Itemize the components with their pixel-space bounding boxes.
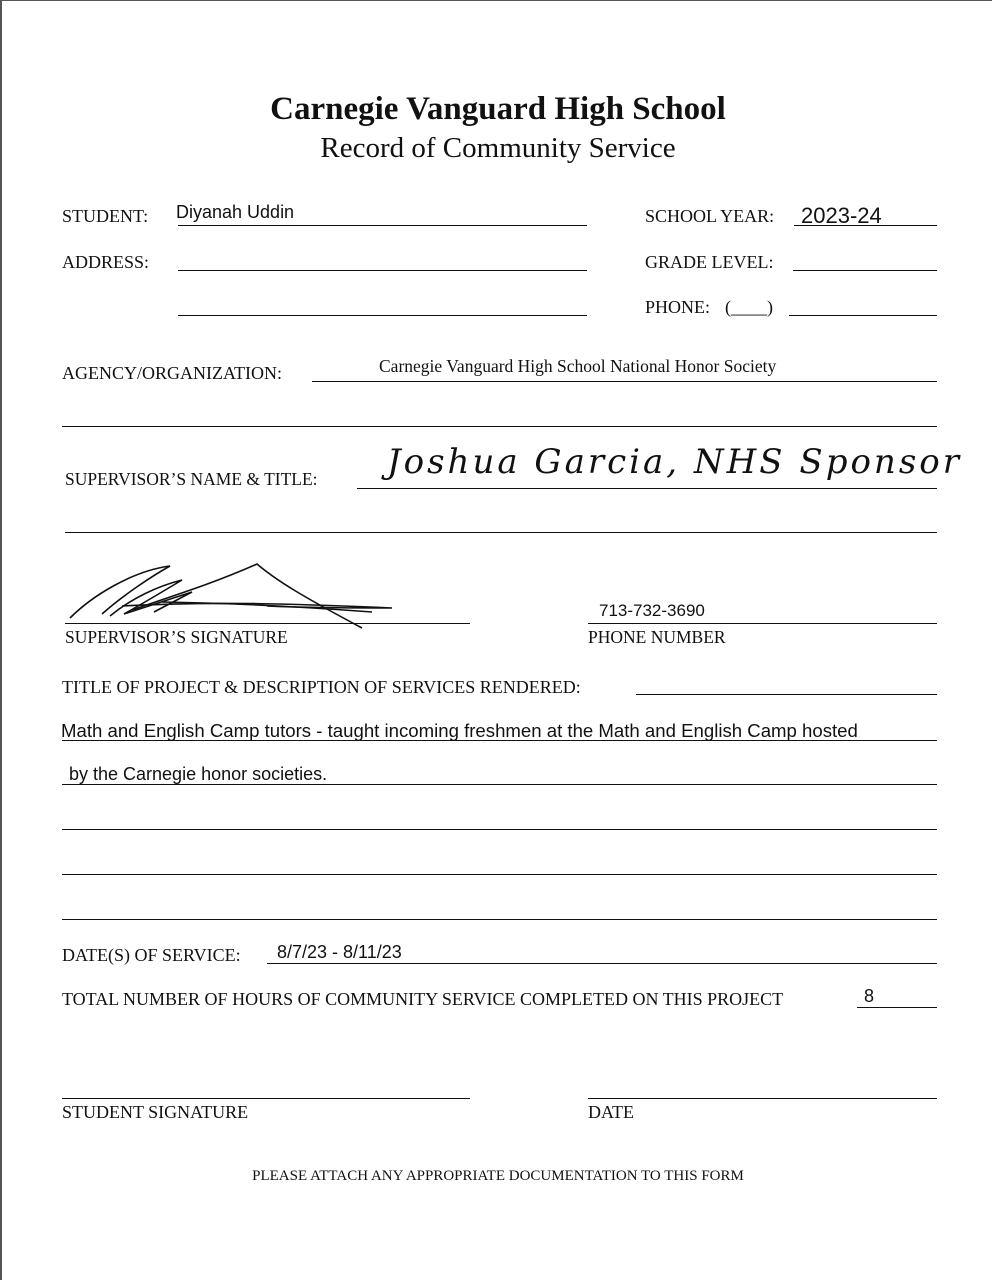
address-line-2[interactable] (178, 315, 587, 316)
supervisor-name-value[interactable]: Joshua Garcia, NHS Sponsor (387, 442, 963, 482)
supervisor-name-label: SUPERVISOR’S NAME & TITLE: (65, 469, 318, 489)
grade-level-label: GRADE LEVEL: (645, 252, 774, 272)
phone-line[interactable] (789, 315, 937, 316)
project-rule-4[interactable] (62, 874, 937, 875)
supervisor-phone-line (588, 623, 937, 624)
form-subtitle: Record of Community Service (320, 132, 676, 164)
student-label: STUDENT: (62, 206, 149, 226)
agency-line (312, 381, 937, 382)
project-rule-5[interactable] (62, 919, 937, 920)
address-line-1[interactable] (178, 270, 587, 271)
hours-line (857, 1007, 937, 1008)
supervisor-name-line-2[interactable] (65, 532, 937, 533)
supervisor-phone-value[interactable]: 713-732-3690 (599, 601, 705, 620)
student-signature-label: STUDENT SIGNATURE (62, 1102, 249, 1122)
project-line-2[interactable]: by the Carnegie honor societies. (69, 764, 328, 784)
supervisor-signature-label: SUPERVISOR’S SIGNATURE (65, 627, 288, 647)
project-rule-1 (62, 740, 937, 741)
supervisor-signature-drawing (62, 556, 482, 636)
form-title: Carnegie Vanguard High School (270, 91, 726, 127)
hours-value[interactable]: 8 (864, 986, 875, 1006)
project-line-1[interactable]: Math and English Camp tutors - taught incoming freshmen at the Math and English Camp hosted (61, 720, 858, 741)
agency-line-2[interactable] (62, 426, 937, 427)
phone-label: PHONE: (645, 297, 711, 317)
supervisor-name-line (357, 488, 937, 489)
agency-label: AGENCY/ORGANIZATION: (62, 363, 282, 383)
address-label: ADDRESS: (62, 252, 150, 272)
dates-label: DATE(S) OF SERVICE: (62, 945, 241, 965)
phone-area-code: (____) (725, 297, 773, 317)
school-year-value[interactable]: 2023-24 (801, 203, 882, 228)
student-line (178, 225, 587, 226)
student-signature-line[interactable] (62, 1098, 470, 1099)
student-value[interactable]: Diyanah Uddin (176, 202, 295, 222)
attach-note: PLEASE ATTACH ANY APPROPRIATE DOCUMENTATION TO THIS FORM (252, 1168, 744, 1184)
date-label: DATE (588, 1102, 634, 1122)
project-rule-2 (62, 784, 937, 785)
project-rule-3[interactable] (62, 829, 937, 830)
supervisor-phone-label: PHONE NUMBER (588, 627, 726, 647)
date-line[interactable] (588, 1098, 937, 1099)
agency-value[interactable]: Carnegie Vanguard High School National Honor Society (379, 356, 777, 376)
school-year-label: SCHOOL YEAR: (645, 206, 775, 226)
supervisor-signature-line[interactable] (65, 623, 470, 624)
project-label: TITLE OF PROJECT & DESCRIPTION OF SERVICES RENDERED: (62, 677, 581, 697)
project-label-line (636, 694, 937, 695)
grade-level-line[interactable] (793, 270, 937, 271)
dates-line (267, 963, 937, 964)
hours-label: TOTAL NUMBER OF HOURS OF COMMUNITY SERVICE COMPLETED ON THIS PROJECT (62, 989, 784, 1009)
dates-value[interactable]: 8/7/23 - 8/11/23 (277, 942, 402, 962)
